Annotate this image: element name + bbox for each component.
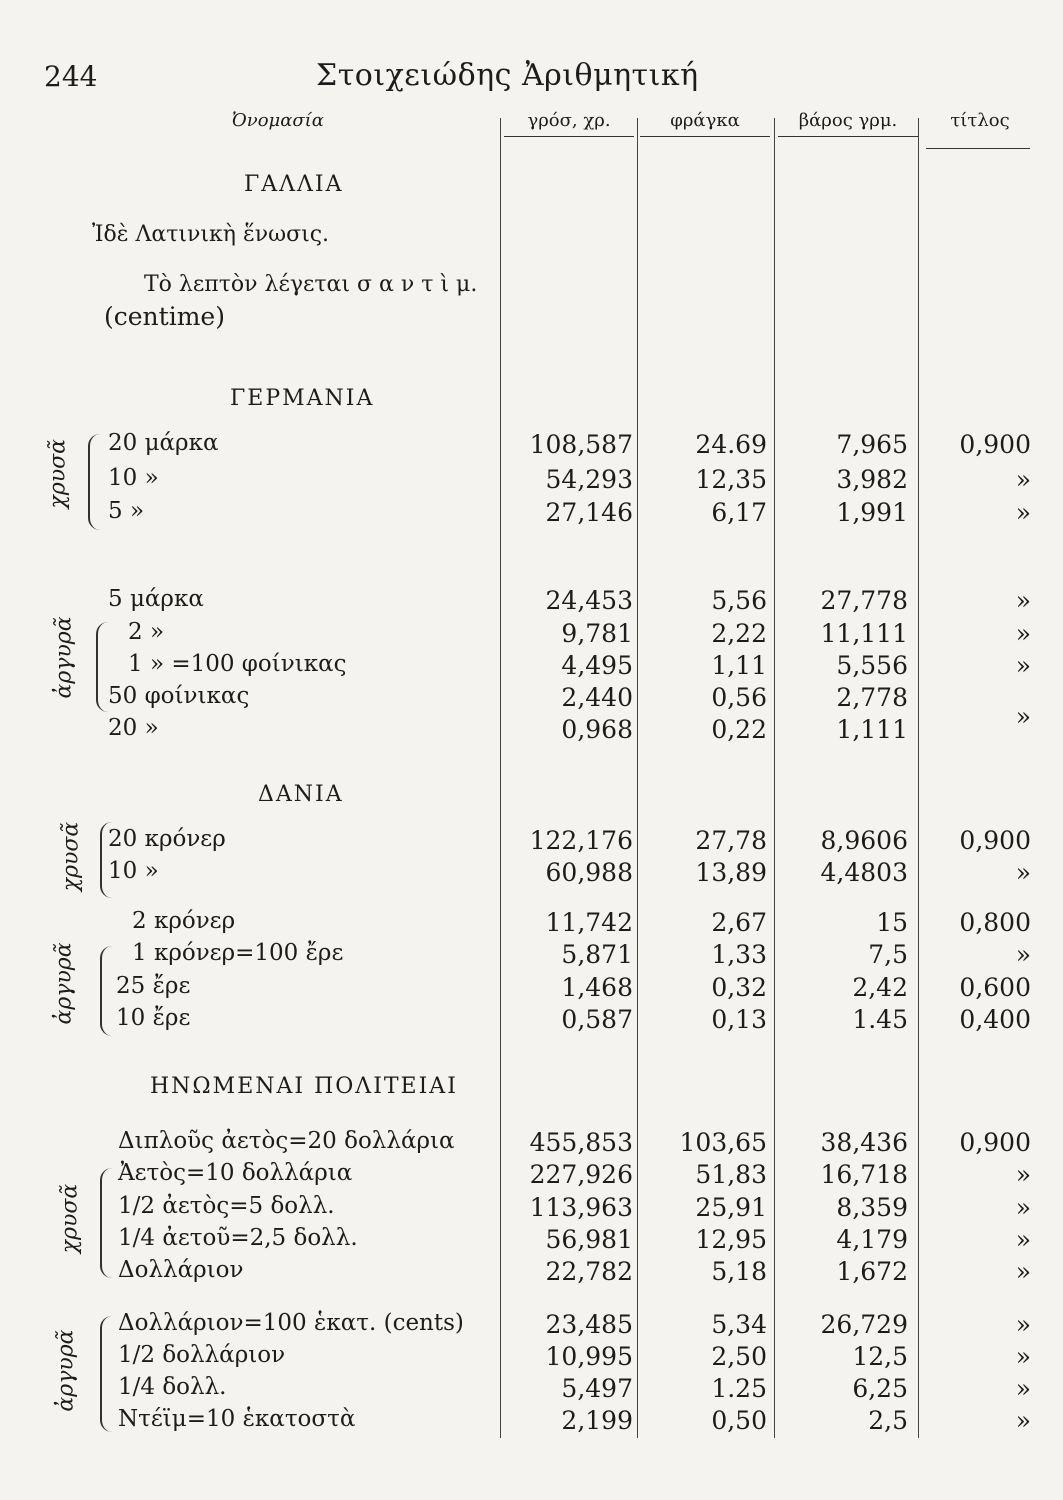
table-row [0, 498, 1063, 530]
table-row [0, 1342, 1063, 1374]
value-fineness: » [1015, 1193, 1031, 1222]
usa-gold-label: χρυσᾶ [57, 1183, 83, 1254]
table-row [0, 940, 1063, 972]
value-grosia: 56,981 [545, 1225, 633, 1254]
table-row [0, 1257, 1063, 1289]
value-weight: 2,42 [852, 973, 908, 1002]
coin-name: Δολλάριον [118, 1257, 244, 1283]
value-grosia: 24,453 [545, 586, 633, 615]
value-grosia: 60,988 [545, 858, 633, 887]
value-grosia: 0,968 [561, 715, 633, 744]
value-grosia: 54,293 [545, 465, 633, 494]
value-grosia: 122,176 [529, 826, 633, 855]
coin-name: 1 κρόνερ=100 ἔρε [132, 940, 344, 966]
value-fineness: » [1015, 1406, 1031, 1435]
section-germania-heading: ΓΕΡΜΑΝΙΑ [230, 386, 375, 411]
table-row [0, 465, 1063, 497]
value-weight: 2,778 [836, 683, 908, 712]
value-fragka: 1,33 [711, 940, 767, 969]
value-weight: 3,982 [836, 465, 908, 494]
value-weight: 2,5 [868, 1406, 908, 1435]
page-title: Στοιχειώδης Ἀριθμητική [316, 58, 699, 93]
value-fragka: 0,22 [711, 715, 767, 744]
table-row [0, 973, 1063, 1005]
header-weight: βάρος γρμ. [798, 110, 898, 131]
coin-name: 20 μάρκα [108, 430, 219, 456]
value-weight: 26,729 [820, 1310, 908, 1339]
coin-name: 5 » [108, 498, 145, 524]
value-fragka: 6,17 [711, 498, 767, 527]
gallia-note-3: (centime) [104, 302, 225, 331]
germania-gold-label: χρυσᾶ [45, 438, 71, 509]
value-grosia: 2,440 [561, 683, 633, 712]
value-grosia: 5,871 [561, 940, 633, 969]
coin-name: 20 κρόνερ [108, 826, 226, 852]
value-fineness: » [1015, 940, 1031, 969]
value-weight: 1,111 [836, 715, 908, 744]
coin-name: 10 ἔρε [116, 1005, 191, 1031]
coin-name: 10 » [108, 465, 159, 491]
value-grosia: 27,146 [545, 498, 633, 527]
table-row [0, 430, 1063, 462]
value-weight: 7,5 [868, 940, 908, 969]
coin-name: 1/4 ἀετοῦ=2,5 δολλ. [118, 1225, 358, 1251]
coin-name: Δολλάριον=100 ἑκατ. (cents) [118, 1310, 464, 1336]
header-underline-2 [640, 136, 770, 137]
table-row [0, 1193, 1063, 1225]
value-fragka: 1,11 [711, 651, 767, 680]
header-fragka: φράγκα [670, 110, 740, 131]
value-weight: 1,672 [836, 1257, 908, 1286]
value-fragka: 2,67 [711, 908, 767, 937]
table-row [0, 619, 1063, 651]
value-grosia: 2,199 [561, 1406, 633, 1435]
coin-name: Διπλοῦς ἀετὸς=20 δολλάρια [118, 1128, 455, 1154]
value-fragka: 2,50 [711, 1342, 767, 1371]
coin-name: Ντέϊμ=10 ἑκατοστὰ [118, 1406, 356, 1432]
table-row [0, 586, 1063, 618]
value-fineness: » [1015, 619, 1031, 648]
table-row [0, 1374, 1063, 1406]
value-fragka: 0,13 [711, 1005, 767, 1034]
value-fineness: » [1015, 651, 1031, 680]
value-grosia: 4,495 [561, 651, 633, 680]
value-weight: 1.45 [852, 1005, 908, 1034]
header-name: Ὀνομασία [232, 110, 324, 131]
value-fineness: » [1015, 1374, 1031, 1403]
value-fineness: 0,800 [959, 908, 1031, 937]
value-weight: 4,179 [836, 1225, 908, 1254]
value-grosia: 227,926 [529, 1160, 633, 1189]
value-fragka: 0,56 [711, 683, 767, 712]
value-fragka: 25,91 [695, 1193, 767, 1222]
value-fineness: » [1015, 858, 1031, 887]
table-row [0, 908, 1063, 940]
value-fragka: 0,50 [711, 1406, 767, 1435]
header-underline-4 [926, 148, 1030, 149]
value-fineness: 0,400 [959, 1005, 1031, 1034]
table-row [0, 1225, 1063, 1257]
table-row [0, 1310, 1063, 1342]
header-underline-1 [504, 136, 634, 137]
table-row [0, 651, 1063, 683]
value-weight: 7,965 [836, 430, 908, 459]
value-weight: 8,359 [836, 1193, 908, 1222]
header-underline-3 [778, 136, 918, 137]
value-weight: 5,556 [836, 651, 908, 680]
coin-name: 2 » [128, 619, 165, 645]
table-row [0, 858, 1063, 890]
value-grosia: 22,782 [545, 1257, 633, 1286]
value-fineness: » [1015, 1310, 1031, 1339]
value-fragka: 5,34 [711, 1310, 767, 1339]
dania-silver-label: ἀργυρᾶ [51, 942, 77, 1025]
value-fineness: » [1015, 702, 1031, 731]
value-fragka: 24.69 [695, 430, 767, 459]
value-fragka: 5,18 [711, 1257, 767, 1286]
table-row [0, 715, 1063, 747]
value-weight: 1,991 [836, 498, 908, 527]
table-row [0, 1406, 1063, 1438]
section-dania-heading: ΔΑΝΙΑ [258, 782, 344, 807]
coin-name: 1/2 δολλάριον [118, 1342, 286, 1368]
value-weight: 4,4803 [820, 858, 908, 887]
value-fineness: 0,900 [959, 826, 1031, 855]
coin-name: 20 » [108, 715, 159, 741]
value-fineness: » [1015, 1160, 1031, 1189]
coin-name: 25 ἔρε [116, 973, 191, 999]
value-fragka: 51,83 [695, 1160, 767, 1189]
value-fragka: 1.25 [711, 1374, 767, 1403]
coin-name: 1/4 δολλ. [118, 1374, 227, 1400]
section-gallia-heading: ΓΑΛΛΙΑ [244, 172, 344, 197]
germania-silver-label: ἀργυρᾶ [51, 616, 77, 699]
value-fineness: 0,600 [959, 973, 1031, 1002]
usa-silver-label: ἀργυρᾶ [53, 1329, 79, 1412]
gallia-note-1: Ἰδὲ Λατινικὴ ἕνωσις. [92, 222, 330, 247]
table-row [0, 826, 1063, 858]
coin-name: 2 κρόνερ [132, 908, 236, 934]
value-fragka: 27,78 [695, 826, 767, 855]
value-fragka: 12,35 [695, 465, 767, 494]
value-weight: 12,5 [852, 1342, 908, 1371]
value-fragka: 2,22 [711, 619, 767, 648]
value-weight: 15 [876, 908, 908, 937]
value-grosia: 0,587 [561, 1005, 633, 1034]
value-grosia: 9,781 [561, 619, 633, 648]
value-fineness: » [1015, 1225, 1031, 1254]
value-fineness: » [1015, 586, 1031, 615]
value-grosia: 113,963 [529, 1193, 633, 1222]
value-grosia: 455,853 [529, 1128, 633, 1157]
value-fineness: » [1015, 465, 1031, 494]
table-row [0, 1128, 1063, 1160]
value-fragka: 5,56 [711, 586, 767, 615]
dania-gold-label: χρυσᾶ [58, 821, 84, 892]
header-fineness: τίτλος [950, 110, 1010, 131]
value-fragka: 103,65 [679, 1128, 767, 1157]
value-fragka: 13,89 [695, 858, 767, 887]
value-grosia: 10,995 [545, 1342, 633, 1371]
coin-name: 1 » =100 φοίνικας [128, 651, 347, 677]
value-grosia: 5,497 [561, 1374, 633, 1403]
coin-name: 10 » [108, 858, 159, 884]
table-row [0, 1005, 1063, 1037]
value-fragka: 0,32 [711, 973, 767, 1002]
value-weight: 16,718 [820, 1160, 908, 1189]
value-fineness: 0,900 [959, 430, 1031, 459]
value-grosia: 23,485 [545, 1310, 633, 1339]
value-weight: 27,778 [820, 586, 908, 615]
table-row [0, 1160, 1063, 1192]
value-fineness: » [1015, 1257, 1031, 1286]
value-weight: 8,9606 [820, 826, 908, 855]
value-weight: 38,436 [820, 1128, 908, 1157]
section-usa-heading: ΗΝΩΜΕΝΑΙ ΠΟΛΙΤΕΙΑΙ [150, 1074, 458, 1099]
value-weight: 6,25 [852, 1374, 908, 1403]
value-fineness: » [1015, 1342, 1031, 1371]
value-fineness: 0,900 [959, 1128, 1031, 1157]
value-weight: 11,111 [820, 619, 908, 648]
header-grosia: γρόσ, χρ. [527, 110, 611, 131]
coin-name: Ἀετὸς=10 δολλάρια [118, 1160, 353, 1186]
value-fineness: » [1015, 498, 1031, 527]
value-grosia: 11,742 [545, 908, 633, 937]
page-number: 244 [44, 60, 98, 93]
value-fragka: 12,95 [695, 1225, 767, 1254]
coin-name: 1/2 ἀετὸς=5 δολλ. [118, 1193, 335, 1219]
value-grosia: 1,468 [561, 973, 633, 1002]
gallia-note-2: Τὸ λεπτὸν λέγεται σ α ν τ ὶ μ. [144, 272, 478, 297]
coin-name: 50 φοίνικας [108, 683, 250, 709]
value-grosia: 108,587 [529, 430, 633, 459]
coin-name: 5 μάρκα [108, 586, 204, 612]
